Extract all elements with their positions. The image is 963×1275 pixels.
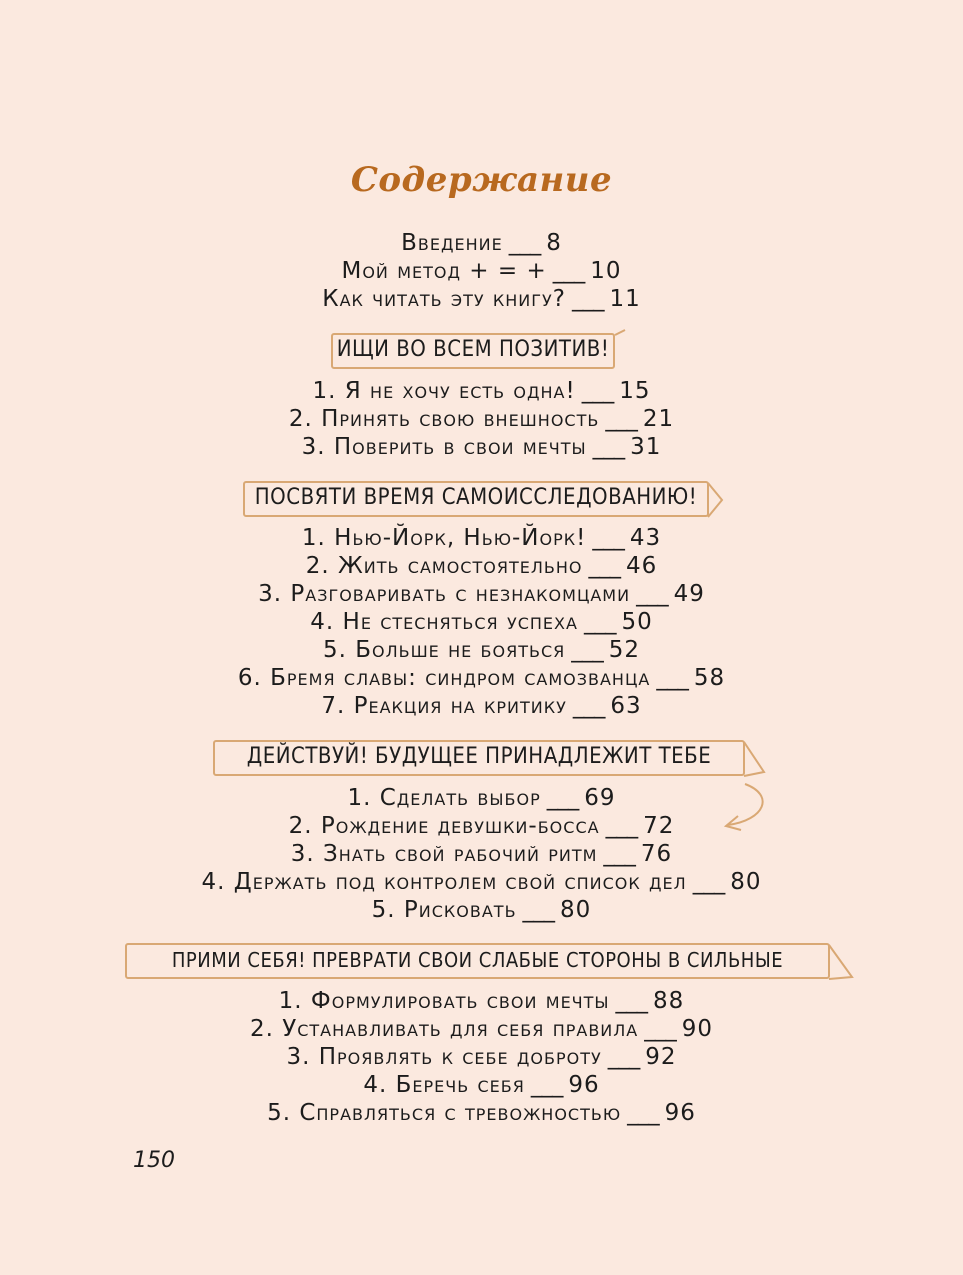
toc-entry-label: Как читать эту книгу? bbox=[322, 286, 566, 312]
toc-entry-page: 10 bbox=[590, 258, 622, 284]
toc-leader: ___ bbox=[592, 525, 624, 551]
toc-entry[interactable] bbox=[0, 405, 963, 433]
toc-entry-page: 88 bbox=[653, 988, 685, 1014]
toc-leader: ___ bbox=[615, 988, 648, 1014]
toc-entry-label: 1. Я не хочу есть одна! bbox=[312, 378, 576, 404]
toc-entry-page: 80 bbox=[560, 897, 592, 923]
toc-leader: ___ bbox=[508, 230, 541, 256]
toc-entry[interactable] bbox=[0, 636, 963, 664]
toc-entry[interactable] bbox=[0, 377, 963, 405]
toc-entry[interactable] bbox=[0, 896, 963, 924]
toc-entry-label: 1. Нью-Йорк, Нью-Йорк! bbox=[301, 525, 587, 551]
toc-entry-page: 63 bbox=[610, 693, 642, 719]
page-number: 150 bbox=[133, 1148, 175, 1173]
frame-tail-1 bbox=[615, 330, 625, 335]
section-heading-label: ПРИМИ СЕБЯ! ПРЕВРАТИ СВОИ СЛАБЫЕ СТОРОНЫ В СИЛЬНЫЕ bbox=[171, 948, 784, 972]
toc-leader: ___ bbox=[546, 785, 579, 811]
frame-tail-3 bbox=[744, 742, 764, 776]
toc-entry[interactable] bbox=[0, 1099, 963, 1127]
toc-leader: ___ bbox=[581, 378, 614, 404]
toc-leader: ___ bbox=[656, 665, 688, 691]
toc-entry-page: 80 bbox=[730, 869, 762, 895]
toc-leader: ___ bbox=[605, 813, 638, 839]
toc-entry[interactable] bbox=[0, 552, 963, 580]
toc-entry[interactable] bbox=[0, 664, 963, 692]
toc-entry-label: 3. Разговаривать с незнакомцами bbox=[258, 581, 631, 607]
toc-entry[interactable] bbox=[0, 1015, 963, 1043]
toc-entry[interactable] bbox=[0, 608, 963, 636]
toc-entry-label: 2. Жить самостоятельно bbox=[305, 553, 583, 579]
toc-entry-page: 52 bbox=[608, 637, 641, 663]
toc-leader: ___ bbox=[588, 553, 620, 579]
toc-entry[interactable] bbox=[0, 580, 963, 608]
toc-entry[interactable] bbox=[0, 784, 963, 812]
frame-tail-2 bbox=[708, 483, 722, 517]
toc-entry[interactable] bbox=[0, 1043, 963, 1071]
toc-entry-page: 46 bbox=[625, 553, 658, 579]
toc-entry-page: 8 bbox=[546, 230, 562, 256]
toc-entry-page: 58 bbox=[693, 665, 726, 691]
toc-leader: ___ bbox=[603, 841, 635, 867]
section-heading-2[interactable] bbox=[243, 481, 709, 517]
toc-entry[interactable] bbox=[0, 840, 963, 868]
toc-leader: ___ bbox=[644, 1016, 676, 1042]
toc-entry-page: 96 bbox=[568, 1072, 600, 1098]
toc-entry-page: 92 bbox=[645, 1044, 677, 1070]
toc-entry-page: 90 bbox=[681, 1016, 714, 1042]
toc-entry-label: 5. Справляться с тревожностью bbox=[267, 1100, 622, 1126]
section-heading-label: ИЩИ ВО ВСЕМ ПОЗИТИВ! bbox=[336, 337, 610, 362]
toc-entry-page: 43 bbox=[629, 525, 662, 551]
page-title: Содержание bbox=[350, 160, 613, 200]
toc-entry-page: 21 bbox=[642, 406, 675, 432]
toc-entry-page: 96 bbox=[664, 1100, 696, 1126]
toc-entry[interactable] bbox=[0, 1071, 963, 1099]
toc-entry[interactable] bbox=[0, 812, 963, 840]
toc-entry-label: 2. Принять свою внешность bbox=[288, 406, 600, 432]
toc-leader: ___ bbox=[607, 1044, 640, 1070]
toc-entry-label: 4. Держать под контролем свой список дел bbox=[201, 869, 687, 895]
toc-entry-label: 3. Проявлять к себе доброту bbox=[286, 1044, 602, 1070]
toc-leader: ___ bbox=[530, 1072, 563, 1098]
toc-entry-page: 15 bbox=[619, 378, 651, 404]
toc-entry-page: 69 bbox=[584, 785, 616, 811]
section-heading-label: ДЕЙСТВУЙ! БУДУЩЕЕ ПРИНАДЛЕЖИТ ТЕБЕ bbox=[246, 744, 712, 769]
toc-entry-label: 4. Беречь себя bbox=[363, 1072, 525, 1098]
toc-entry[interactable] bbox=[0, 257, 963, 285]
section-heading-1[interactable] bbox=[331, 333, 615, 369]
toc-leader: ___ bbox=[583, 609, 616, 635]
toc-leader: ___ bbox=[571, 286, 604, 312]
toc-entry-page: 49 bbox=[673, 581, 705, 607]
toc-entry-label: 3. Поверить в свои мечты bbox=[301, 434, 587, 460]
toc-entry-page: 76 bbox=[640, 841, 673, 867]
toc-entry[interactable] bbox=[0, 285, 963, 313]
toc-leader: ___ bbox=[572, 693, 605, 719]
toc-entry-page: 11 bbox=[609, 286, 641, 312]
section-heading-4[interactable] bbox=[125, 943, 830, 979]
toc-entry-label: 2. Рождение девушки-босса bbox=[288, 813, 600, 839]
section-heading-label: ПОСВЯТИ ВРЕМЯ САМОИССЛЕДОВАНИЮ! bbox=[254, 485, 698, 510]
toc-entry[interactable] bbox=[0, 433, 963, 461]
toc-entry-label: 2. Устанавливать для себя правила bbox=[249, 1016, 639, 1042]
toc-entry-label: 7. Реакция на критику bbox=[321, 693, 567, 719]
toc-leader: ___ bbox=[592, 434, 625, 460]
toc-leader: ___ bbox=[692, 869, 725, 895]
toc-entry[interactable] bbox=[0, 868, 963, 896]
toc-leader: ___ bbox=[522, 897, 555, 923]
toc-entry-label: Введение bbox=[401, 230, 503, 256]
toc-entry[interactable] bbox=[0, 987, 963, 1015]
toc-entry-label: 5. Больше не бояться bbox=[322, 637, 566, 663]
toc-leader: ___ bbox=[571, 637, 603, 663]
toc-entry-label: 5. Рисковать bbox=[371, 897, 517, 923]
toc-entry-page: 31 bbox=[630, 434, 662, 460]
toc-entry-label: Мой метод + = + bbox=[341, 258, 547, 284]
toc-entry[interactable] bbox=[0, 229, 963, 257]
toc-entry-label: 6. Бремя славы: синдром самозванца bbox=[237, 665, 651, 691]
toc-entry[interactable] bbox=[0, 692, 963, 720]
toc-leader: ___ bbox=[605, 406, 637, 432]
toc-entry-page: 50 bbox=[621, 609, 653, 635]
frame-tail-4 bbox=[829, 945, 852, 979]
toc-leader: ___ bbox=[627, 1100, 659, 1126]
toc-entry-page: 72 bbox=[643, 813, 675, 839]
toc-entry-label: 1. Сделать выбор bbox=[347, 785, 541, 811]
section-heading-3[interactable] bbox=[213, 740, 745, 776]
toc-entry-label: 3. Знать свой рабочий ритм bbox=[290, 841, 598, 867]
toc-leader: ___ bbox=[552, 258, 585, 284]
toc-entry[interactable] bbox=[0, 524, 963, 552]
toc-entry-label: 4. Не стесняться успеха bbox=[310, 609, 578, 635]
toc-entry-label: 1. Формулировать свои мечты bbox=[278, 988, 610, 1014]
toc-leader: ___ bbox=[636, 581, 668, 607]
